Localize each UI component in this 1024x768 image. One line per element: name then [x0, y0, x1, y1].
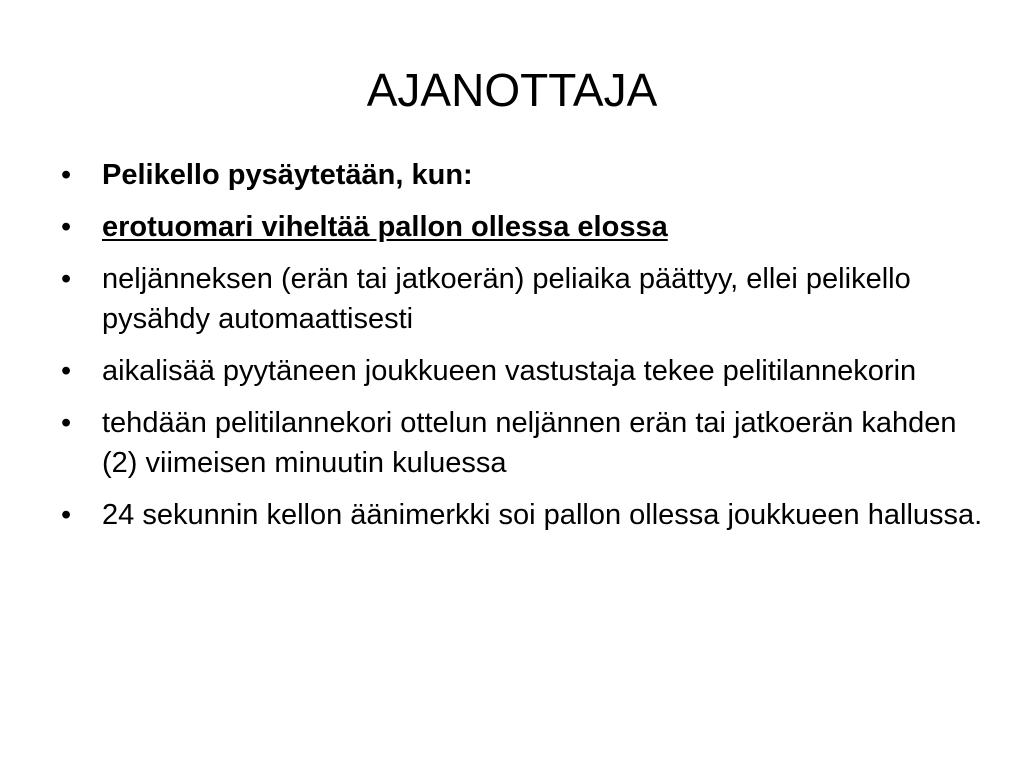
bullet-text: tehdään pelitilannekori ottelun neljännen erän tai jatkoerän kahden (2) viimeisen minuutin kuluessa: [102, 407, 957, 479]
bullet-item-timeout-opponent: [58, 351, 988, 391]
bullet-text: Pelikello pysäytetään, kun:: [102, 159, 473, 191]
bullet-list: [58, 155, 988, 547]
bullet-icon: •: [61, 211, 72, 243]
bullet-item-referee-whistle: [58, 207, 988, 247]
bullet-text: erotuomari viheltää pallon ollessa elossa: [102, 211, 668, 243]
bullet-icon: •: [61, 159, 72, 191]
bullet-icon: •: [61, 499, 72, 531]
bullet-item-period-end: [58, 259, 988, 339]
bullet-icon: •: [61, 263, 72, 295]
bullet-icon: •: [61, 407, 72, 439]
bullet-item-intro: [58, 155, 988, 195]
bullet-text: aikalisää pyytäneen joukkueen vastustaja tekee pelitilannekorin: [102, 355, 917, 387]
bullet-item-last-two-minutes: [58, 403, 988, 483]
slide-title: AJANOTTAJA: [366, 64, 658, 116]
bullet-text: neljänneksen (erän tai jatkoerän) peliaika päättyy, ellei pelikello pysähdy automaattisesti: [102, 263, 911, 335]
bullet-icon: •: [61, 355, 72, 387]
bullet-text: 24 sekunnin kellon äänimerkki soi pallon ollessa joukkueen hallussa.: [102, 499, 983, 531]
bullet-item-shot-clock: [58, 495, 988, 535]
